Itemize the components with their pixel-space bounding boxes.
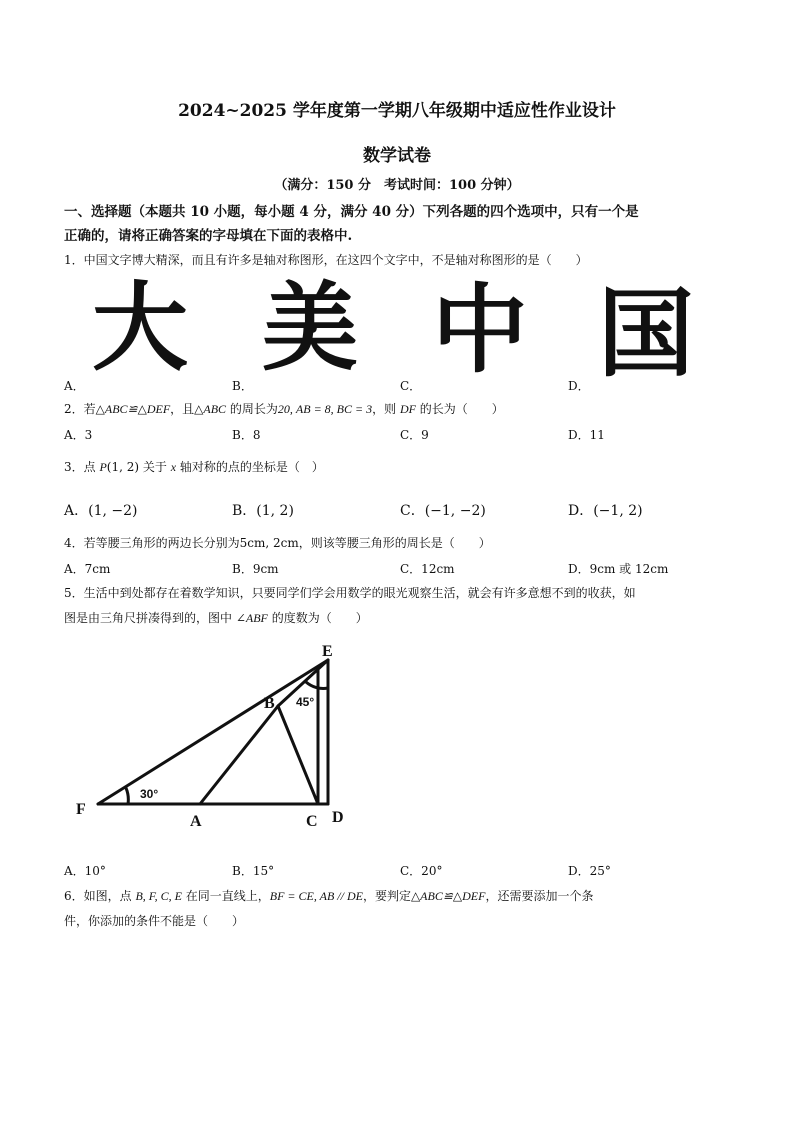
- segment-ab: [200, 706, 278, 804]
- q3-option-b: B．(1, 2): [232, 503, 294, 519]
- character-guo: 国: [598, 278, 694, 390]
- question-4-stem: 4．若等腰三角形的两边长分别为5cm, 2cm，则该等腰三角形的周长是（ ）: [64, 536, 491, 550]
- character-mei: 美: [262, 272, 358, 384]
- question-2-stem: 2．若△ABC≌△DEF，且△ABC 的周长为20, AB = 8, BC = 3，则 DF 的长为（ ）: [64, 402, 504, 416]
- point-label-a: A: [190, 813, 202, 830]
- exam-subtitle: 数学试卷: [363, 146, 431, 166]
- point-label-f: F: [76, 801, 86, 818]
- point-label-c: C: [306, 813, 318, 830]
- segment-bc: [278, 706, 318, 804]
- angle-label-45: 45°: [296, 695, 315, 709]
- q1-option-a: A．: [64, 379, 85, 393]
- q4-option-a: A．7cm: [64, 562, 111, 576]
- question-6-stem-line1: 6．如图，点 B, F, C, E 在同一直线上，BF = CE, AB // DE，要判定△ABC≌△DEF，还需要添加一个条: [64, 889, 594, 903]
- q5-option-b: B．15°: [232, 864, 275, 878]
- question-1-stem: 1．中国文字博大精深，而且有许多是轴对称图形，在这四个文字中，不是轴对称图形的是（ ）: [64, 253, 588, 267]
- q2-option-b: B．8: [232, 428, 261, 442]
- point-label-d: D: [332, 809, 344, 826]
- triangle-ruler-figure: [70, 636, 360, 836]
- question-5-stem-line2: 图是由三角尺拼凑得到的，图中 ∠ABF 的度数为（ ）: [64, 611, 368, 625]
- q5-option-d: D．25°: [568, 864, 611, 878]
- q3-option-c: C．(−1, −2): [400, 503, 486, 519]
- angle-label-30: 30°: [140, 787, 159, 801]
- exam-title: 2024~2025 学年度第一学期八年级期中适应性作业设计: [178, 101, 616, 121]
- q3-option-d: D．(−1, 2): [568, 503, 643, 519]
- angle-arc-f: [126, 788, 128, 804]
- q2-option-c: C．9: [400, 428, 429, 442]
- q4-option-d: D．9cm 或 12cm: [568, 562, 669, 576]
- point-label-b: B: [264, 695, 275, 712]
- q1-option-c: C．: [400, 379, 422, 393]
- character-da: 大: [92, 272, 188, 384]
- q5-option-c: C．20°: [400, 864, 443, 878]
- section-1-instruction-line2: 正确的，请将正确答案的字母填在下面的表格中.: [64, 228, 353, 244]
- q5-option-a: A．10°: [64, 864, 106, 878]
- q1-option-b: B．: [232, 379, 253, 393]
- q2-option-a: A．3: [64, 428, 93, 442]
- exam-info: （满分：150 分 考试时间：100 分钟）: [274, 178, 520, 193]
- q4-option-c: C．12cm: [400, 562, 455, 576]
- character-zhong: 中: [432, 274, 528, 386]
- section-1-instruction-line1: 一、选择题（本题共 10 小题，每小题 4 分，满分 40 分）下列各题的四个选项中，只有一个是: [64, 204, 639, 220]
- point-label-e: E: [322, 643, 333, 660]
- q1-option-d: D．: [568, 379, 590, 393]
- segment-fe: [98, 660, 328, 804]
- question-3-stem: 3．点 P(1, 2) 关于 x 轴对称的点的坐标是（ ）: [64, 460, 324, 474]
- q4-option-b: B．9cm: [232, 562, 279, 576]
- q3-option-a: A．(1, −2): [64, 503, 138, 519]
- question-6-stem-line2: 件，你添加的条件不能是（ ）: [64, 914, 245, 928]
- q2-option-d: D．11: [568, 428, 605, 442]
- question-5-stem-line1: 5．生活中到处都存在着数学知识，只要同学们学会用数学的眼光观察生活，就会有许多意想不到的收获，如: [64, 586, 636, 600]
